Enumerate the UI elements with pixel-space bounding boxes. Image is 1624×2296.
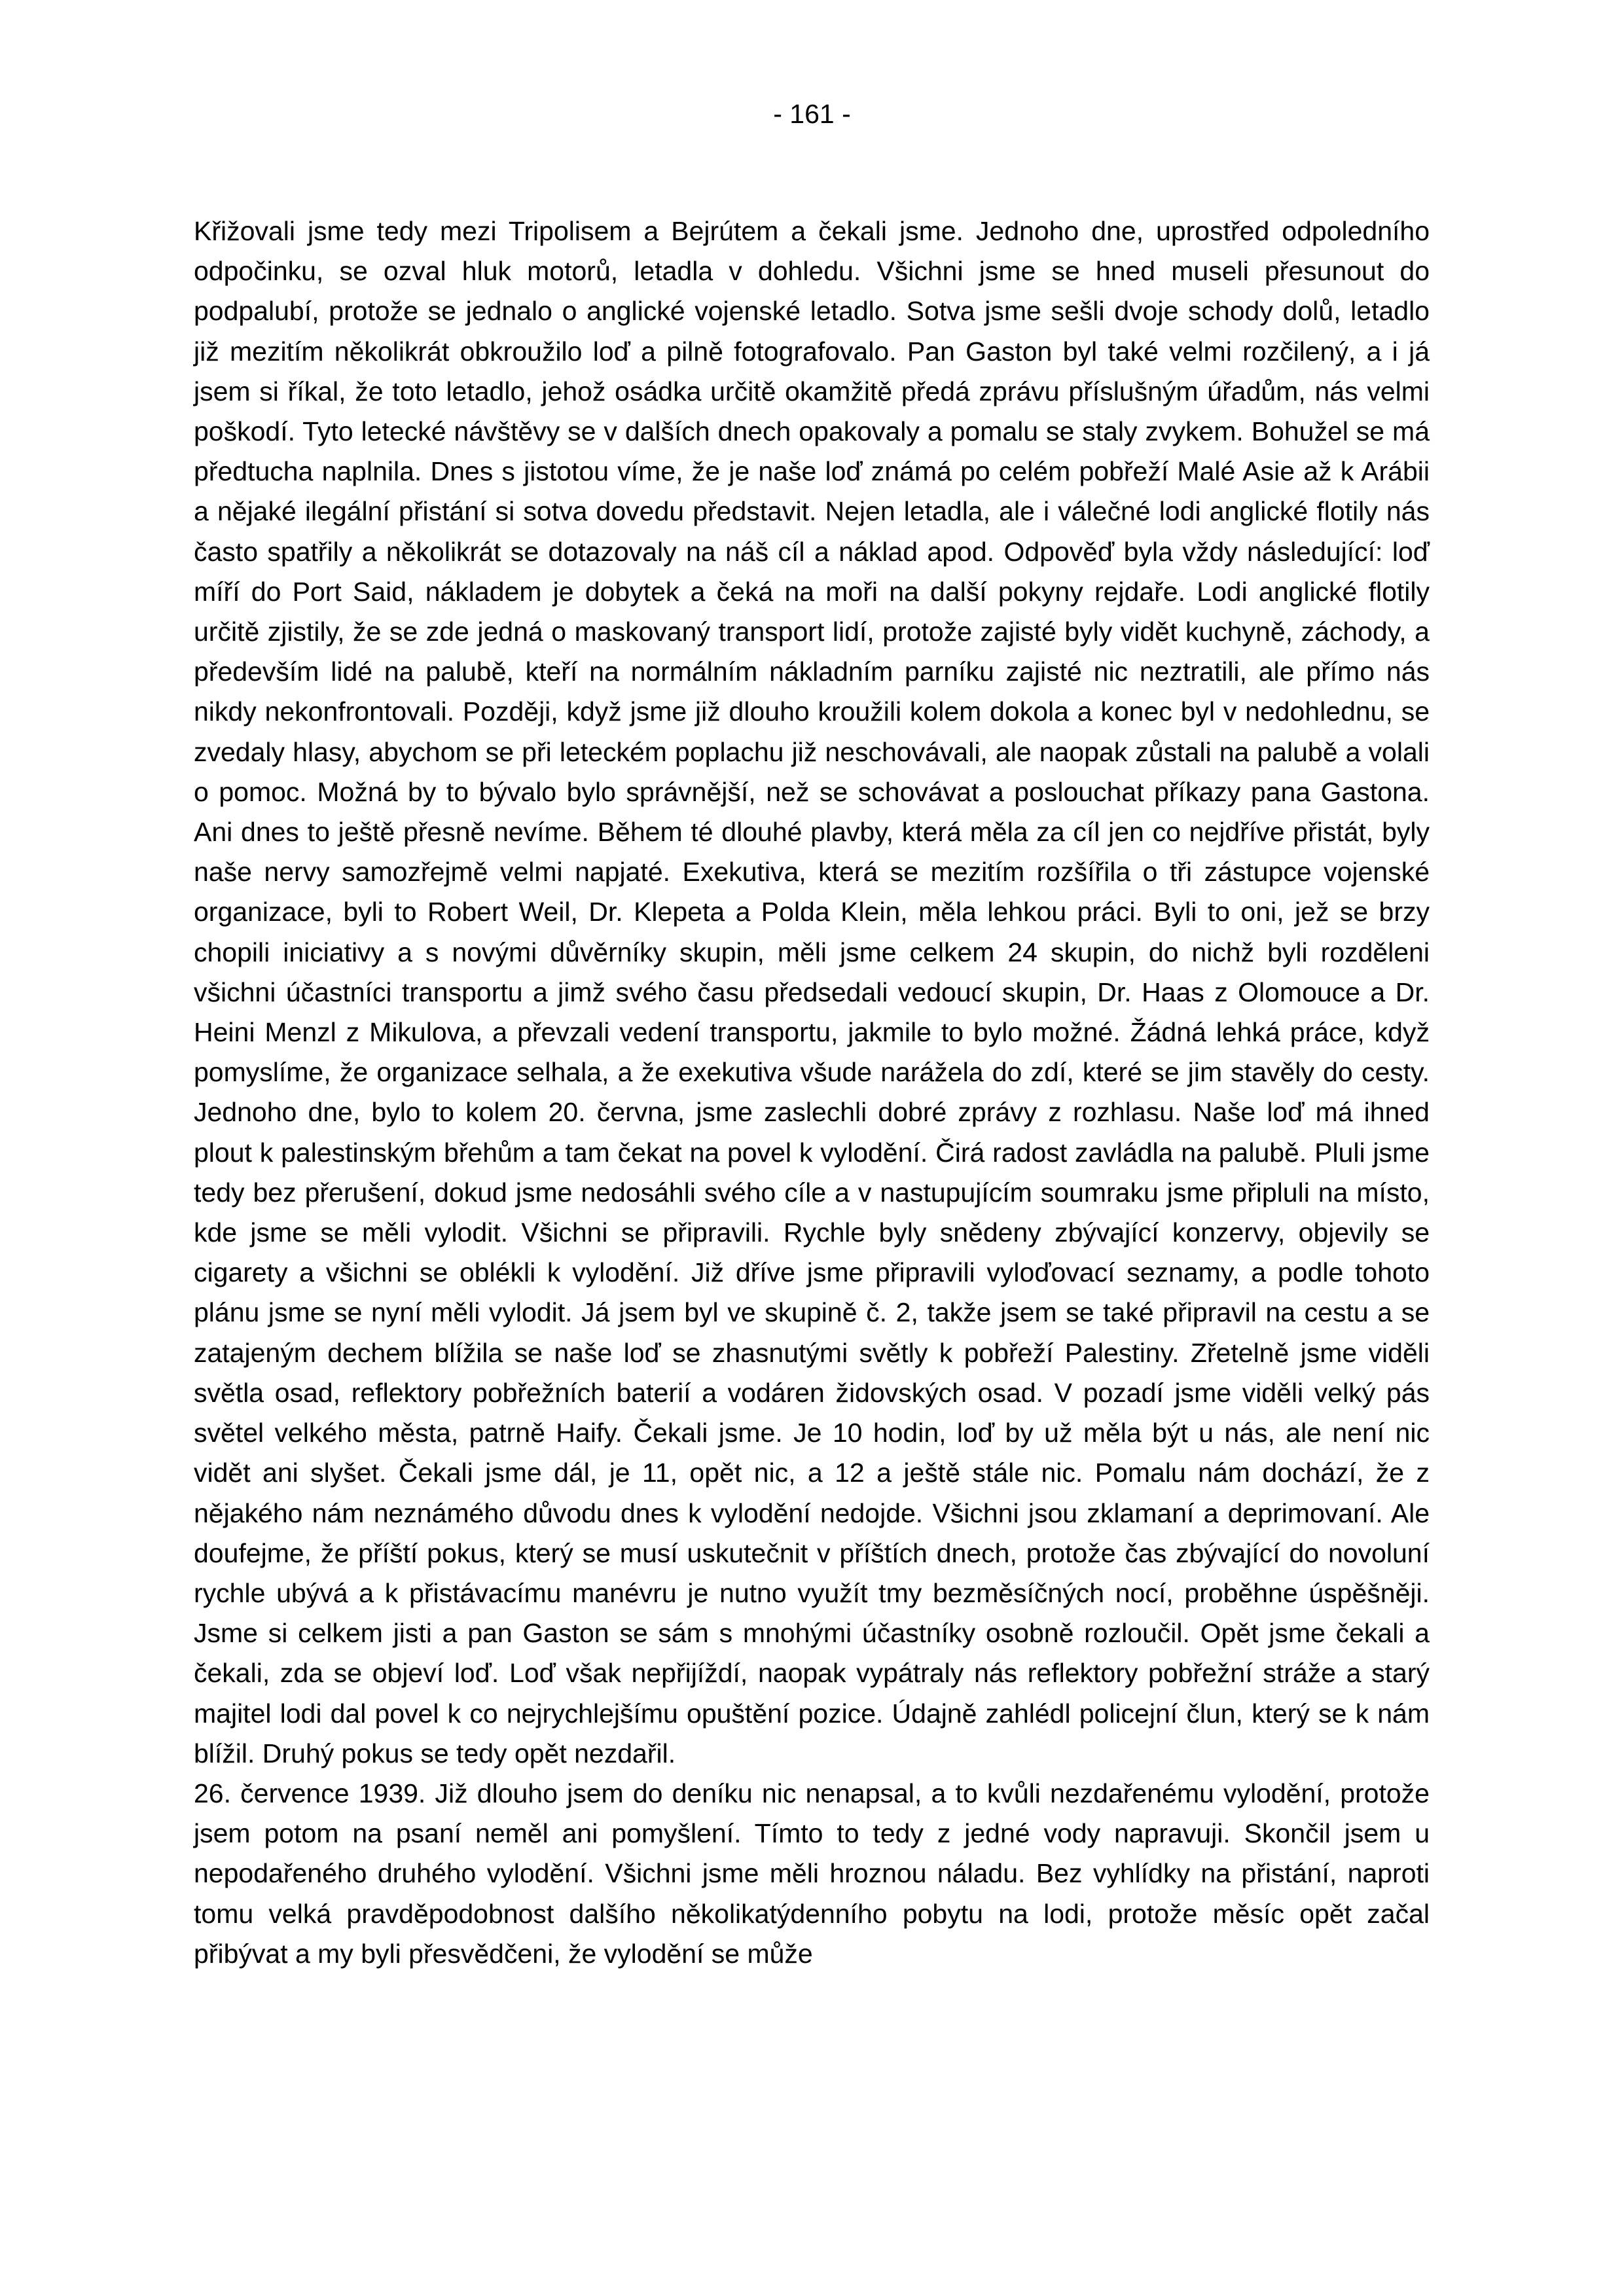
body-text	[194, 211, 1430, 1974]
page-number: - 161 -	[773, 99, 851, 129]
paragraph-1: Křižovali jsme tedy mezi Tripolisem a Bejrútem a čekali jsme. Jednoho dne, uprostřed odpoledního odpočinku, se ozval hluk motorů, letadla v dohledu. Všichni jsme se hned museli přesunout do podpalubí, protože se jednalo o anglické vojenské letadlo. Sotva jsme sešli dvoje schody dolů, letadlo již mezitím několikrát obkroužilo loď a pilně fotografovalo. Pan Gaston byl také velmi rozčilený, a i já jsem si říkal, že toto letadlo, jehož osádka určitě okamžitě předá zprávu příslušným úřadům, nás velmi poškodí. Tyto letecké návštěvy se v dalších dnech opakovaly a pomalu se staly zvykem. Bohužel se má předtucha naplnila. Dnes s jistotou víme, že je naše loď známá po celém pobřeží Malé Asie až k Arábii a nějaké ilegální přistání si sotva dovedu představit. Nejen letadla, ale i válečné lodi anglické flotily nás často spatřily a několikrát se dotazovaly na náš cíl a náklad apod. Odpověď byla vždy následující: loď míří do Port Said, nákladem je dobytek a čeká na moři na další pokyny rejdaře. Lodi anglické flotily určitě zjistily, že se zde jedná o maskovaný transport lidí, protože zajisté byly vidět kuchyně, záchody, a především lidé na palubě, kteří na normálním nákladním parníku zajisté nic neztratili, ale přímo nás nikdy nekonfrontovali. Později, když jsme již dlouho kroužili kolem dokola a konec byl v nedohlednu, se zvedaly hlasy, abychom se při leteckém poplachu již neschovávali, ale naopak zůstali na palubě a volali o pomoc. Možná by to bývalo bylo správnější, než se schovávat a poslouchat příkazy pana Gastona. Ani dnes to ještě přesně nevíme. Během té dlouhé plavby, která měla za cíl jen co nejdříve přistát, byly naše nervy samozřejmě velmi napjaté. Exekutiva, která se mezitím rozšířila o tři zástupce vojenské organizace, byli to Robert Weil, Dr. Klepeta a Polda Klein, měla lehkou práci. Byli to oni, jež se brzy chopili iniciativy a s novými důvěrníky skupin, měli jsme celkem 24 skupin, do nichž byli rozděleni všichni účastníci transportu a jimž svého času předsedali vedoucí skupin, Dr. Haas z Olomouce a Dr. Heini Menzl z Mikulova, a převzali vedení transportu, jakmile to bylo možné. Žádná lehká práce, když pomyslíme, že organizace selhala, a že exekutiva všude narážela do zdí, které se jim stavěly do cesty. Jednoho dne, bylo to kolem 20. června, jsme zaslechli dobré zprávy z rozhlasu. Naše loď má ihned plout k palestinským břehům a tam čekat na povel k vylodění. Čirá radost zavládla na palubě. Pluli jsme tedy bez přerušení, dokud jsme nedosáhli svého cíle a v nastupujícím soumraku jsme připluli na místo, kde jsme se měli vylodit. Všichni se připravili. Rychle byly snědeny zbývající konzervy, objevily se cigarety a všichni se oblékli k vylodění. Již dříve jsme připravili vyloďovací seznamy, a podle tohoto plánu jsme se nyní měli vylodit. Já jsem byl ve skupině č. 2, takže jsem se také připravil na cestu a se zatajeným dechem blížila se naše loď se zhasnutými světly k pobřeží Palestiny. Zřetelně jsme viděli světla osad, reflektory pobřežních baterií a vodáren židovských osad. V pozadí jsme viděli velký pás světel velkého města, patrně Haify. Čekali jsme. Je 10 hodin, loď by už měla být u nás, ale není nic vidět ani slyšet. Čekali jsme dál, je 11, opět nic, a 12 a ještě stále nic. Pomalu nám dochází, že z nějakého nám neznámého důvodu dnes k vylodění nedojde. Všichni jsou zklamaní a deprimovaní. Ale doufejme, že příští pokus, který se musí uskutečnit v příštích dnech, protože čas zbývající do novoluní rychle ubývá a k přistávacímu manévru je nutno využít tmy bezměsíčných nocí, proběhne úspěšněji. Jsme si celkem jisti a pan Gaston se sám s mnohými účastníky osobně rozloučil. Opět jsme čekali a čekali, zda se objeví loď. Loď však nepřijíždí, naopak vypátraly nás reflektory pobřežní stráže a starý majitel lodi dal povel k co nejrychlejšímu opuštění pozice. Údajně zahlédl policejní člun, který se k nám blížil. Druhý pokus se tedy opět nezdařil.	[194, 216, 1430, 1768]
paragraph-2: 26. července 1939. Již dlouho jsem do deníku nic nenapsal, a to kvůli nezdařenému vylodění, protože jsem potom na psaní neměl ani pomyšlení. Tímto to tedy z jedné vody napravuji. Skončil jsem u nepodařeného druhého vylodění. Všichni jsme měli hroznou náladu. Bez vyhlídky na přistání, naproti tomu velká pravděpodobnost dalšího několikatýdenního pobytu na lodi, protože měsíc opět začal přibývat a my byli přesvědčeni, že vylodění se může	[194, 1778, 1430, 1969]
